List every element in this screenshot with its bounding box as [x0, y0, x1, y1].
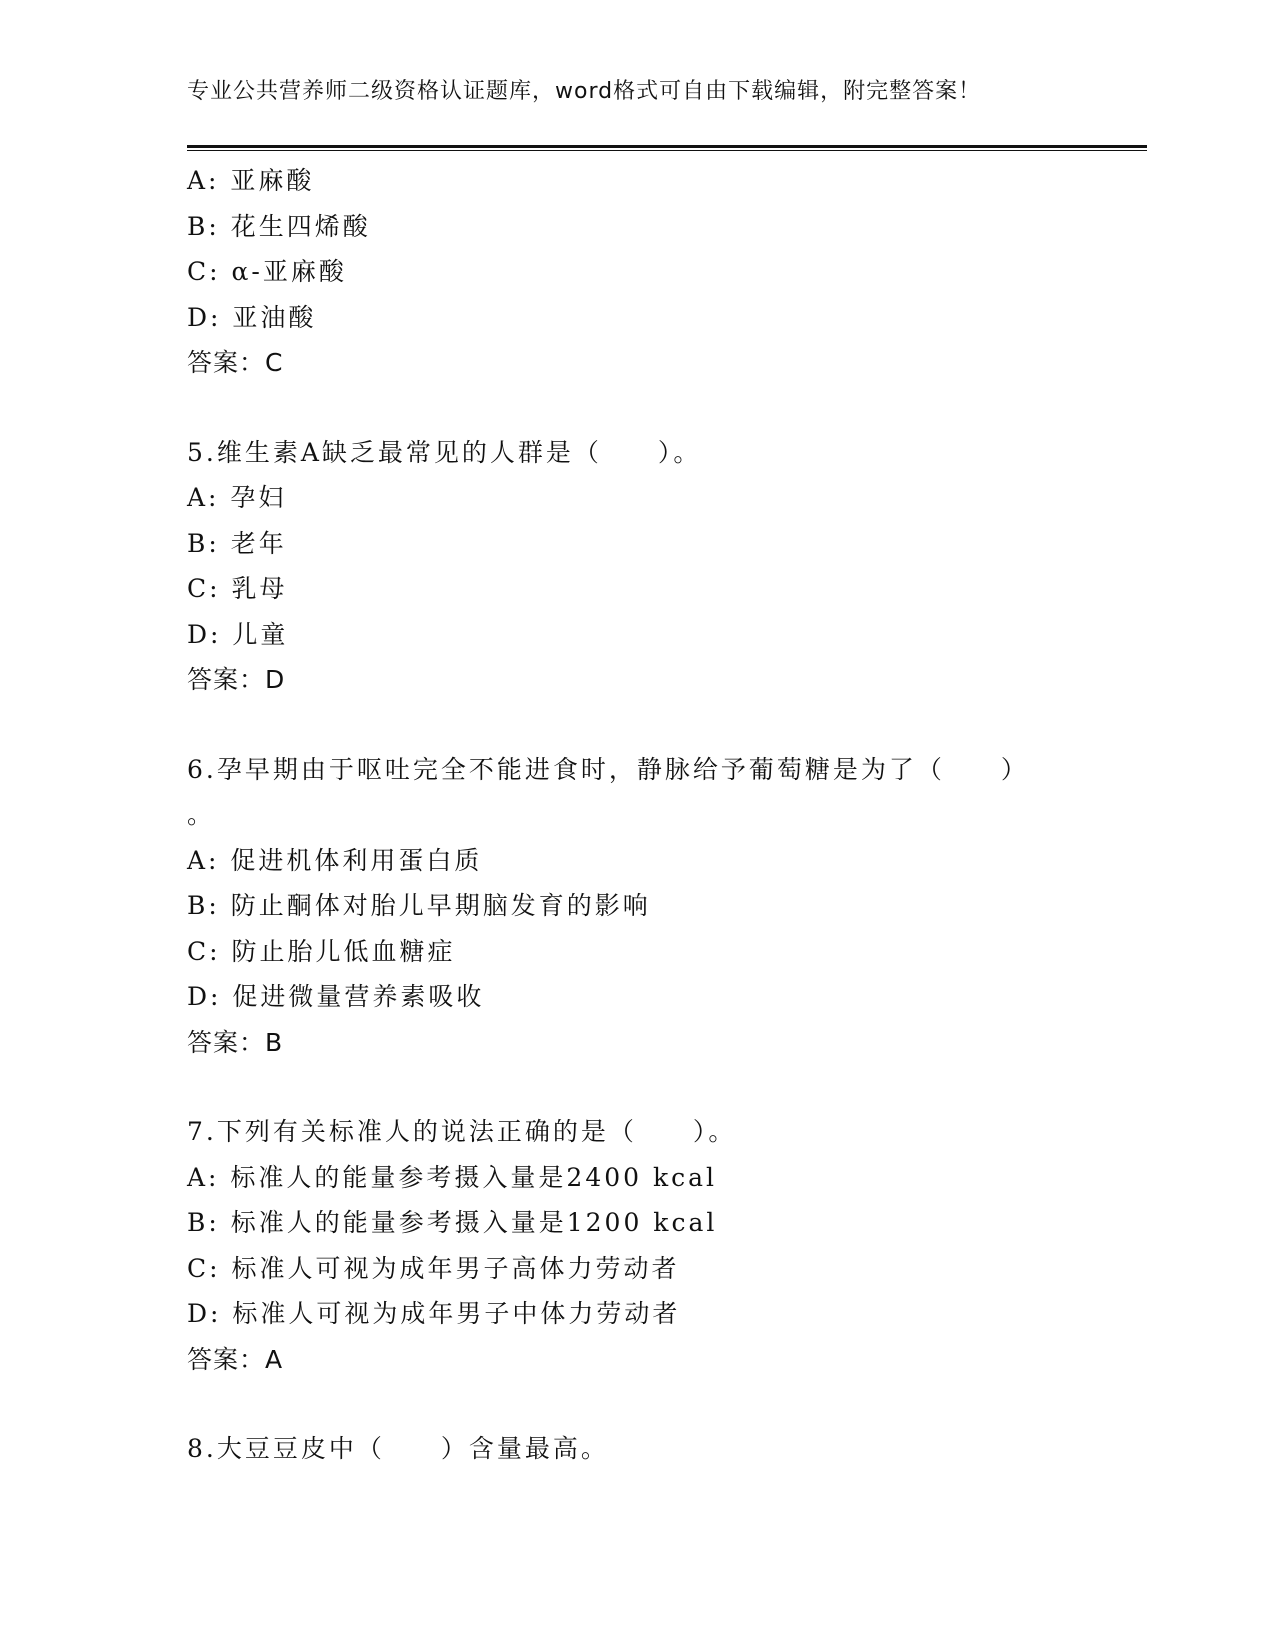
- spacer: [187, 386, 1147, 430]
- option-a: A: 促进机体利用蛋白质: [187, 845, 483, 875]
- question-text: 6.孕早期由于呕吐完全不能进食时，静脉给予葡萄糖是为了（ ）: [187, 754, 1029, 784]
- spacer: [187, 1382, 1147, 1426]
- option-c: C: 乳母: [187, 574, 288, 603]
- question-6-block: [187, 747, 1147, 1066]
- option-b: B: 花生四烯酸: [187, 211, 371, 241]
- spacer: [187, 1065, 1147, 1109]
- option-b: B: 防止酮体对胎儿早期脑发育的影响: [187, 891, 651, 920]
- spacer: [187, 703, 1147, 747]
- header-rule-thick: [187, 145, 1147, 148]
- header-rule-thin: [187, 150, 1147, 151]
- question-text-continued: 。: [187, 800, 216, 829]
- question-text: 8.大豆豆皮中（ ）含量最高。: [187, 1434, 609, 1463]
- answer: 答案：D: [187, 665, 286, 694]
- question-4-block: [187, 158, 1147, 386]
- option-c: C: 防止胎儿低血糖症: [187, 936, 456, 966]
- question-7-block: [187, 1109, 1147, 1382]
- option-d: D: 标准人可视为成年男子中体力劳动者: [187, 1299, 681, 1328]
- option-d: D: 促进微量营养素吸收: [187, 982, 485, 1011]
- option-b: B: 标准人的能量参考摄入量是1200 kcal: [187, 1208, 718, 1237]
- option-c: C: α-亚麻酸: [187, 257, 347, 286]
- question-text: 5.维生素A缺乏最常见的人群是（ ）。: [187, 437, 702, 467]
- answer: 答案：C: [187, 348, 284, 377]
- option-c: C: 标准人可视为成年男子高体力劳动者: [187, 1253, 680, 1283]
- option-d: D: 儿童: [187, 619, 289, 649]
- option-b: B: 老年: [187, 528, 287, 558]
- question-content: [187, 158, 1147, 1472]
- question-text: 7.下列有关标准人的说法正确的是（ ）。: [187, 1117, 737, 1146]
- question-8-block: [187, 1426, 1147, 1472]
- answer: 答案：B: [187, 1027, 284, 1057]
- option-a: A: 标准人的能量参考摄入量是2400 kcal: [187, 1162, 718, 1192]
- answer: 答案：A: [187, 1344, 284, 1374]
- page-header: 专业公共营养师二级资格认证题库，word格式可自由下载编辑，附完整答案！: [187, 79, 982, 104]
- question-5-block: [187, 430, 1147, 703]
- option-a: A: 孕妇: [187, 483, 287, 512]
- option-a: A: 亚麻酸: [187, 166, 315, 195]
- option-d: D: 亚油酸: [187, 302, 317, 332]
